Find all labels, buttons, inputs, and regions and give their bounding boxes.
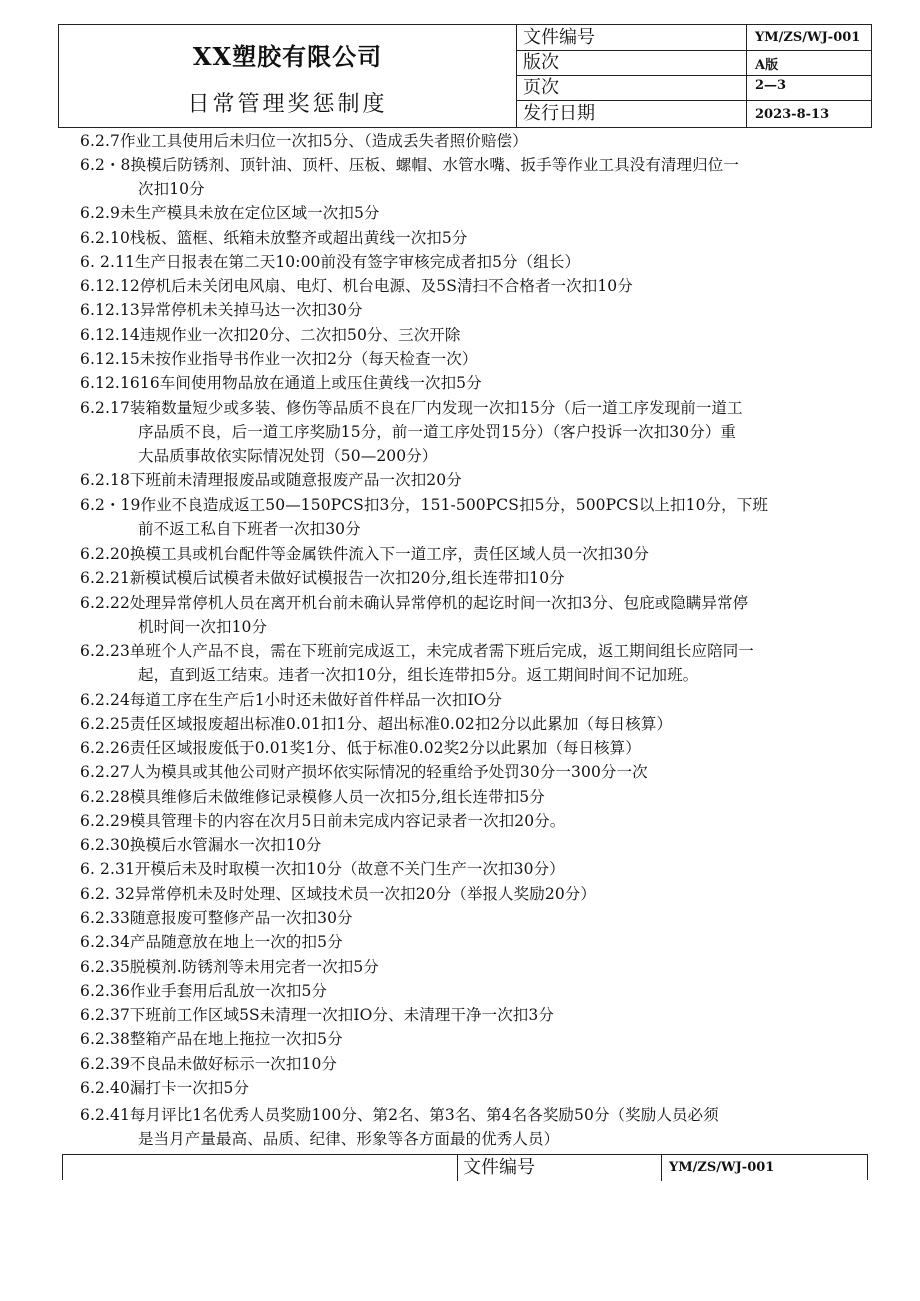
rule-line-continued: 前不返工私自下班者一次扣30分 bbox=[138, 520, 361, 538]
rule-line: 6.2.20换模工具或机台配件等金属铁件流入下一道工序，责任区域人员一次扣30分 bbox=[80, 545, 650, 563]
rule-line: 6.2・19作业不良造成返工50—150PCS扣3分，151-500PCS扣5分，500PCS以上扣10分，下班 bbox=[80, 496, 768, 514]
rule-line: 6.2. 32异常停机未及时处理、区域技术员一次扣20分（举报人奖励20分） bbox=[80, 885, 596, 903]
company-name: XX塑胶有限公司 bbox=[192, 42, 383, 71]
rule-line: 6.2.39不良品未做好标示一次扣10分 bbox=[80, 1055, 338, 1073]
rule-line: 6.12.14违规作业一次扣20分、二次扣50分、三次开除 bbox=[80, 326, 461, 344]
issue-date-label: 发行日期 bbox=[517, 101, 747, 127]
rule-line: 6. 2.31开模后未及时取模一次扣10分（故意不关门生产一次扣30分） bbox=[80, 860, 565, 878]
page-value: 2—3 bbox=[755, 78, 787, 93]
rule-line: 6.2.21新模试模后试模者未做好试模报告一次扣20分,组长连带扣10分 bbox=[80, 569, 565, 587]
rule-line: 6.2.22处理异常停机人员在离开机台前未确认异常停机的起讫时间一次扣3分、包庇或隐瞒异常停 bbox=[80, 594, 749, 612]
rule-line: 6.2.25责任区域报废超出标准0.01扣1分、超出标准0.02扣2分以此累加（每日核算） bbox=[80, 715, 673, 733]
rule-line-continued: 机时间一次扣10分 bbox=[138, 618, 268, 636]
document-header-table bbox=[58, 24, 872, 128]
rule-line: 6. 2.11生产日报表在第二天10:00前没有签字审核完成者扣5分（组长） bbox=[80, 253, 581, 271]
header-title-cell bbox=[59, 25, 517, 127]
rule-line-continued: 序品质不良，后一道工序奖励15分，前一道工序处罚15分）（客户投诉一次扣30分）重 bbox=[138, 423, 737, 441]
rule-line: 6.2.18下班前未清理报废品或随意报废产品一次扣20分 bbox=[80, 471, 462, 489]
rule-line: 6.2.10栈板、篮框、纸箱未放整齐或超出黄线一次扣5分 bbox=[80, 229, 468, 247]
header-row-version bbox=[517, 51, 871, 76]
rule-line: 6.12.15未按作业指导书作业一次扣2分（每天检查一次） bbox=[80, 350, 478, 368]
document-title: 日常管理奖惩制度 bbox=[187, 92, 388, 117]
footer-doc-number-label: 文件编号 bbox=[463, 1157, 535, 1178]
rule-line-continued: 次扣10分 bbox=[138, 180, 205, 198]
rule-line: 6.12.13异常停机未关掉马达一次扣30分 bbox=[80, 301, 363, 319]
rule-line: 6.2.24每道工序在生产后1小时还未做好首件样品一次扣IO分 bbox=[80, 691, 503, 709]
next-page-header-fragment bbox=[62, 1154, 868, 1180]
rule-line: 6.2.38整箱产品在地上拖拉一次扣5分 bbox=[80, 1030, 343, 1048]
rule-line: 6.2.37下班前工作区域5S未清理一次扣IO分、未清理干净一次扣3分 bbox=[80, 1006, 554, 1024]
rule-line-continued: 大品质事故依实际情况处罚（50—200分） bbox=[138, 447, 438, 465]
rule-line: 6.2.7作业工具使用后未归位一次扣5分、（造成丢失者照价赔偿） bbox=[80, 132, 528, 150]
rule-line: 6.2.29模具管理卡的内容在次月5日前未完成内容记录者一次扣20分。 bbox=[80, 812, 566, 830]
rule-line: 6.2.41每月评比1名优秀人员奖励100分、第2名、第3名、第4名各奖励50分（奖励人员必须 bbox=[80, 1106, 719, 1124]
header-row-doc-number bbox=[517, 25, 871, 51]
rule-line: 6.2.23单班个人产品不良，需在下班前完成返工，未完成者需下班后完成，返工期间组长应陪同一 bbox=[80, 642, 754, 660]
footer-doc-number-value: YM/ZS/WJ-001 bbox=[669, 1160, 775, 1175]
issue-date-value: 2023-8-13 bbox=[755, 106, 830, 122]
doc-number-label: 文件编号 bbox=[517, 25, 747, 50]
rule-line: 6.12.12停机后未关闭电风扇、电灯、机台电源、及5S清扫不合格者一次扣10分 bbox=[80, 277, 633, 295]
header-row-page bbox=[517, 76, 871, 101]
rule-line: 6.2.28模具维修后未做维修记录模修人员一次扣5分,组长连带扣5分 bbox=[80, 788, 545, 806]
rule-line-continued: 起，直到返工结束。违者一次扣10分，组长连带扣5分。返工期间时间不记加班。 bbox=[138, 666, 699, 684]
doc-number-value: YM/ZS/WJ-001 bbox=[755, 30, 861, 45]
rule-line: 6.2・8换模后防锈剂、顶针油、顶杆、压板、螺帽、水管水嘴、扳手等作业工具没有清理归位一 bbox=[80, 156, 739, 174]
rule-line: 6.2.26责任区域报废低于0.01奖1分、低于标准0.02奖2分以此累加（每日核算） bbox=[80, 739, 641, 757]
rule-line: 6.2.34产品随意放在地上一次的扣5分 bbox=[80, 933, 343, 951]
rule-line: 6.2.17装箱数量短少或多装、修伤等品质不良在厂内发现一次扣15分（后一道工序发现前一道工 bbox=[80, 399, 743, 417]
rule-line: 6.2.9未生产模具未放在定位区域一次扣5分 bbox=[80, 204, 380, 222]
rule-line: 6.12.1616车间使用物品放在通道上或压住黄线一次扣5分 bbox=[80, 374, 482, 392]
rule-line: 6.2.36作业手套用后乱放一次扣5分 bbox=[80, 982, 328, 1000]
version-value: A版 bbox=[755, 57, 779, 73]
rule-line: 6.2.35脱模剂.防锈剂等未用完者一次扣5分 bbox=[80, 958, 379, 976]
rule-line: 6.2.33随意报废可整修产品一次扣30分 bbox=[80, 909, 353, 927]
footer-divider bbox=[661, 1155, 662, 1181]
footer-divider bbox=[457, 1155, 458, 1181]
page-label: 页次 bbox=[517, 76, 747, 100]
rule-line: 6.2.30换模后水管漏水一次扣10分 bbox=[80, 836, 322, 854]
rule-line: 6.2.40漏打卡一次扣5分 bbox=[80, 1079, 250, 1097]
rule-line: 6.2.27人为模具或其他公司财产损坏依实际情况的轻重给予处罚30分一300分一次 bbox=[80, 763, 648, 781]
header-row-issue-date bbox=[517, 101, 871, 127]
version-label: 版次 bbox=[517, 51, 747, 75]
rule-line-continued: 是当月产量最高、品质、纪律、形象等各方面最的优秀人员） bbox=[138, 1130, 560, 1148]
